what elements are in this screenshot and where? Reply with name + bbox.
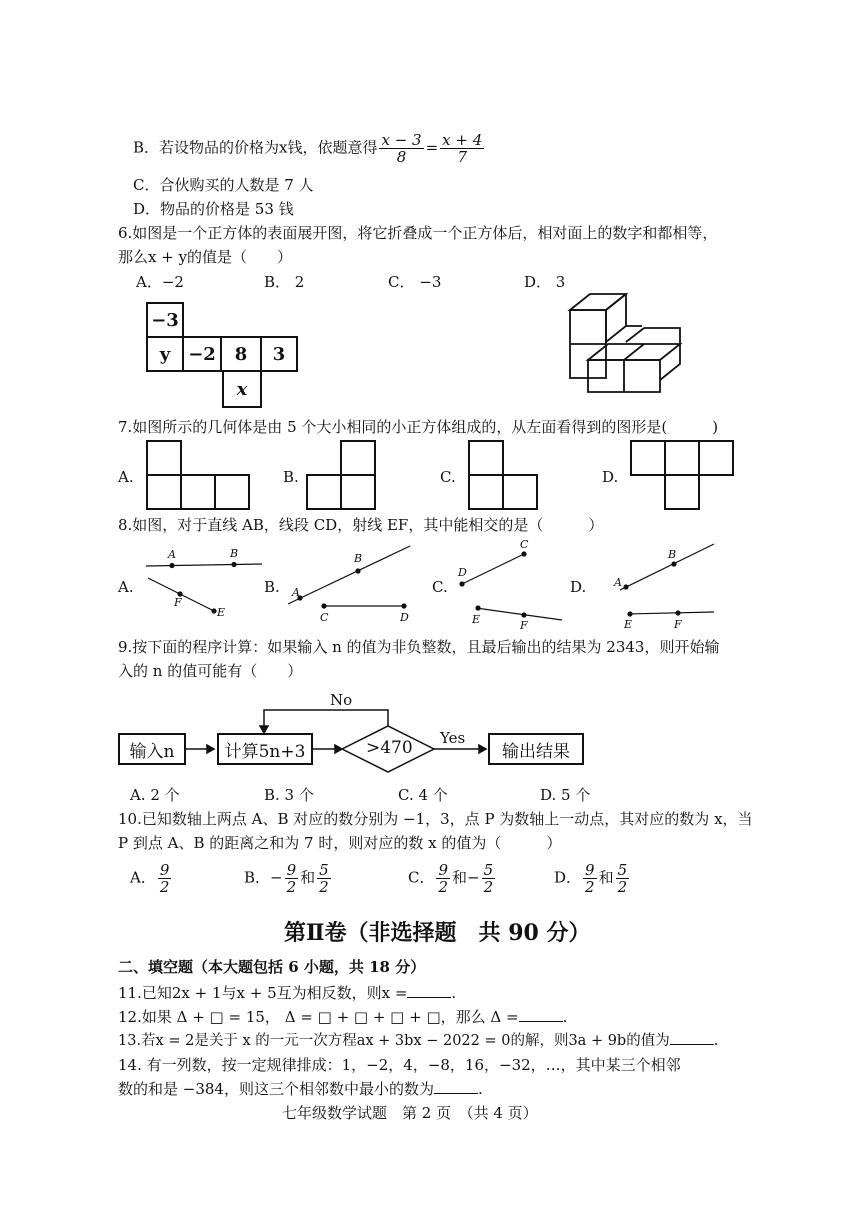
point-label: A	[292, 586, 300, 599]
net-cell: x	[222, 370, 262, 408]
fill-in-heading: 二、填空题（本大题包括 6 小题，共 18 分）	[118, 958, 426, 976]
q6-stem-line1: 6.如图是一个正方体的表面展开图，将它折叠成一个正方体后，相对面上的数字和都相等，	[118, 224, 718, 242]
fraction: $\frac{9}{2}$	[438, 861, 449, 896]
q9-option-d: D. 5 个	[540, 786, 591, 804]
q8-figure-b	[280, 540, 420, 628]
q10-option-d: D． $\frac{9}{2}$ 和 $\frac{5}{2}$	[554, 861, 628, 896]
point-label: E	[217, 606, 226, 619]
flow-calc-box: 计算5n+3	[217, 733, 313, 765]
point-label: F	[174, 596, 182, 609]
q8-option-b: B.	[264, 578, 280, 596]
point-label: D	[458, 566, 467, 579]
q8-option-d: D.	[570, 578, 587, 596]
q6-option-a: A．−2	[136, 273, 184, 291]
q8-option-a: A.	[118, 578, 134, 596]
fraction: $\frac{5}{2}$	[617, 861, 628, 896]
page-footer: 七年级数学试题 第 2 页 （共 4 页）	[282, 1104, 538, 1122]
q8-figure-c	[452, 538, 572, 630]
fraction: $\frac{x + 4}{7}$	[442, 131, 483, 166]
fraction: $\frac{5}{2}$	[483, 861, 494, 896]
answer-blank[interactable]	[434, 1093, 478, 1094]
q10-option-a: A． $\frac{9}{2}$	[130, 861, 170, 896]
net-cell: y	[146, 336, 184, 372]
q6-stem-line2: 那么x + y的值是（ ）	[118, 248, 293, 266]
flow-no-label: No	[330, 691, 353, 709]
net-cell: −3	[146, 302, 184, 338]
flow-condition-label: >470	[366, 738, 413, 758]
q6-option-c: C． −3	[388, 273, 442, 291]
point-label: C	[320, 611, 329, 624]
section-title: 第Ⅱ卷（非选择题 共 90 分）	[284, 920, 591, 946]
net-cell: 8	[220, 336, 262, 372]
answer-blank[interactable]	[670, 1044, 714, 1045]
q9-stem-line2: 入的 n 的值可能有（ ）	[118, 662, 303, 680]
q5-option-d: D．物品的价格是 53 钱	[133, 200, 294, 218]
fraction: $\frac{9}{2}$	[159, 861, 170, 896]
q5-option-c: C．合伙购买的人数是 7 人	[133, 176, 314, 194]
fraction: $\frac{x - 3}{8}$	[381, 131, 422, 166]
fraction: $\frac{5}{2}$	[319, 861, 329, 896]
fraction: $\frac{9}{2}$	[585, 861, 595, 896]
q7-option-a: A.	[118, 468, 134, 486]
cube-solid-figure	[560, 290, 690, 400]
q7-stem: 7.如图所示的几何体是由 5 个大小相同的小正方体组成的，从左面看得到的图形是( )	[118, 418, 719, 436]
point-label: B	[668, 548, 677, 561]
point-label: D	[400, 611, 409, 624]
q6-option-b: B． 2	[264, 273, 305, 291]
q13: 13.若x = 2是关于 x 的一元一次方程ax + 3bx − 2022 = 0的解，则3a + 9b的值为 .	[118, 1033, 719, 1049]
point-label: E	[624, 618, 633, 630]
q10-stem-line1: 10.已知数轴上两点 A、B 对应的数分别为 −1，3，点 P 为数轴上一动点，其对应的数为 x，当	[118, 810, 753, 828]
q14-line2: 数的和是 −384，则这三个相邻数中最小的数为 .	[118, 1080, 483, 1098]
q14-line1: 14. 有一列数，按一定规律排成：1，−2，4，−8，16，−32，…，其中某三个相邻	[118, 1056, 681, 1074]
answer-blank[interactable]	[519, 1021, 563, 1022]
net-cell: −2	[182, 336, 222, 372]
q12: 12.如果 Δ + □ = 15， Δ = □ + □ + □ + □，那么 Δ = .	[118, 1008, 568, 1026]
q5-option-b-text: B．若设物品的价格为x钱，依题意得	[133, 138, 378, 157]
point-label: C	[520, 538, 529, 551]
point-label: E	[472, 613, 481, 626]
q10-stem-line2: P 到点 A、B 的距离之和为 7 时，则对应的数 x 的值为（ ）	[118, 834, 562, 852]
q9-stem-line1: 9.按下面的程序计算：如果输入 n 的值为非负整数，且最后输出的结果为 2343，则开始输	[118, 638, 720, 656]
net-cell: 3	[260, 336, 298, 372]
point-label: A	[614, 576, 622, 589]
point-label: A	[168, 548, 176, 561]
q6-option-d: D． 3	[524, 273, 566, 291]
q9-option-c: C. 4 个	[398, 786, 448, 804]
q10-option-c: C． $\frac{9}{2}$ 和− $\frac{5}{2}$	[408, 861, 494, 896]
point-label: F	[520, 619, 528, 630]
fraction: $\frac{9}{2}$	[286, 861, 297, 896]
q9-option-b: B. 3 个	[264, 786, 314, 804]
point-label: B	[354, 552, 363, 565]
flow-yes-label: Yes	[440, 729, 466, 747]
q8-figure-d	[610, 538, 730, 630]
q10-option-b: B．− $\frac{9}{2}$ 和 $\frac{5}{2}$	[244, 861, 329, 896]
q5-option-b: B．若设物品的价格为x钱，依题意得 $\frac{x - 3}{8}$ = $\frac{x + 4}{7}$	[133, 131, 483, 166]
point-label: F	[674, 618, 682, 630]
flow-output-box: 输出结果	[488, 733, 584, 765]
q9-option-a: A. 2 个	[130, 786, 180, 804]
q7-option-b: B.	[283, 468, 299, 486]
q8-option-c: C.	[432, 578, 448, 596]
q8-stem: 8.如图，对于直线 AB，线段 CD，射线 EF，其中能相交的是（ ）	[118, 516, 604, 534]
flow-input-box: 输入n	[118, 733, 186, 765]
answer-blank[interactable]	[407, 997, 451, 998]
q7-option-c: C.	[440, 468, 456, 486]
q8-figure-a	[140, 546, 270, 626]
q7-option-d: D.	[602, 468, 619, 486]
point-label: B	[230, 547, 239, 560]
q11: 11.已知2x + 1与x + 5互为相反数，则x = .	[118, 984, 457, 1002]
